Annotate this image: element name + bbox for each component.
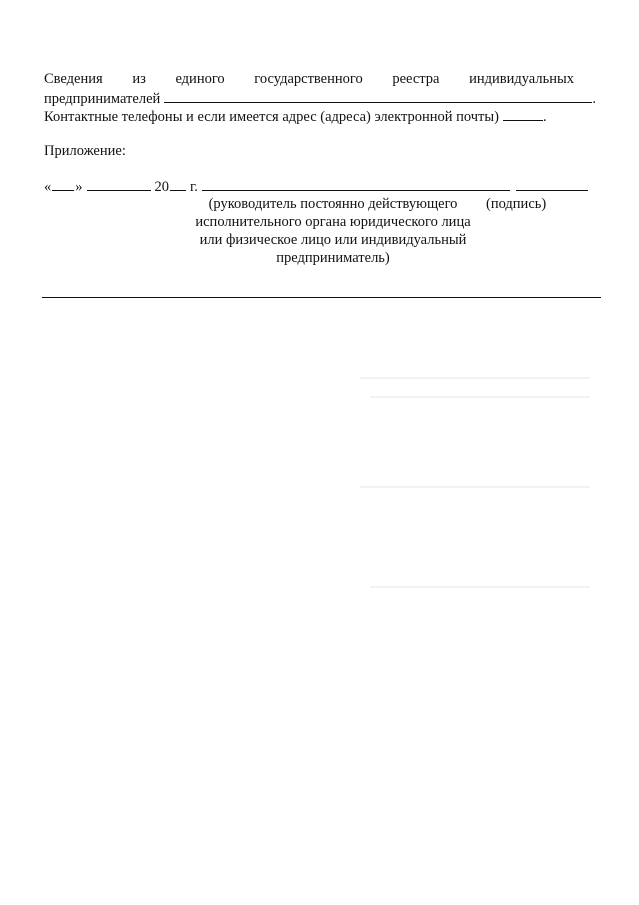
word-6: индивидуальных [469,71,574,87]
word-2: из [132,71,146,87]
date-close-quote: » [75,179,83,195]
scan-artifact [360,377,590,379]
line3-period: . [542,109,547,125]
word-4: государственного [254,71,363,87]
date-day-blank [52,177,74,191]
scan-artifact [370,586,590,588]
signature-blank [516,177,588,191]
head-caption [168,195,498,267]
word-1: Сведения [44,71,103,87]
head-caption-line-1: (руководитель постоянно действующего [208,196,458,212]
contacts-label: Контактные телефоны и если имеется адрес (адреса) электронной почты) [44,109,499,125]
entrepreneurs-label: предпринимателей [44,91,161,107]
head-caption-line-4: предприниматель) [276,250,390,266]
registry-info-blank [164,89,592,103]
date-year-prefix: 20 [154,179,169,195]
date-month-blank [87,177,151,191]
contacts-line [44,107,547,126]
section-divider [42,297,601,298]
word-5: реестра [392,71,440,87]
word-3: единого [175,71,225,87]
head-name-blank [202,177,510,191]
date-year-blank [170,177,186,191]
date-suffix: г. [190,179,198,195]
scan-artifact [370,396,590,398]
registry-line-2 [44,89,596,108]
scan-artifact [360,486,590,488]
head-caption-line-3: или физическое лицо или индивидуальный [199,232,467,248]
contacts-blank [503,107,543,121]
line2-period: . [592,91,596,107]
date-open-quote: « [44,179,52,195]
head-caption-line-2: исполнительного органа юридического лица [195,214,471,230]
signature-caption: (подпись) [486,196,547,212]
registry-line-1 [44,71,574,88]
appendix-label: Приложение: [44,143,126,159]
date-signature-line [44,177,600,196]
